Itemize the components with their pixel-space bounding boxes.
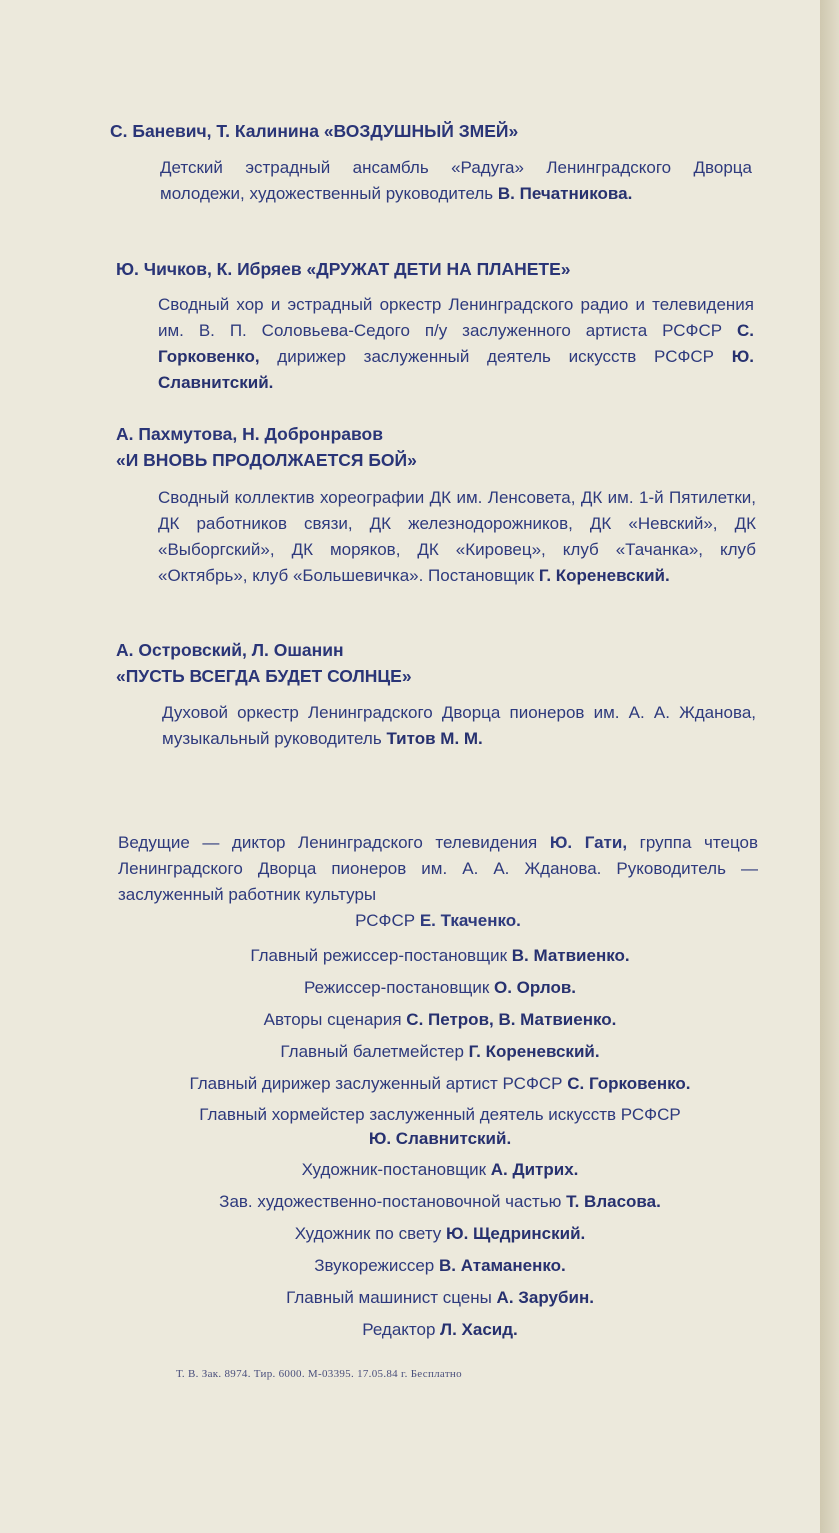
credit-role: Режиссер-постановщик: [303, 978, 495, 997]
credit-role: Авторы сценария: [263, 1010, 407, 1029]
credit-line: [110, 1103, 770, 1151]
credit-role: Главный балетмейстер: [280, 1042, 469, 1061]
credit-name: В. Матвиенко.: [511, 946, 630, 965]
performers-text: дирижер заслуженный деятель искусств РСФСР: [259, 347, 732, 366]
host-name: Ю. Гати,: [549, 833, 628, 852]
credit-name: А. Зарубин.: [496, 1288, 594, 1307]
credit-line: [110, 1189, 770, 1215]
credit-role: Главный машинист сцены: [286, 1288, 497, 1307]
credit-name: А. Дитрих.: [490, 1160, 579, 1179]
page-edge: [820, 0, 839, 1533]
credit-name: С. Горковенко.: [567, 1074, 691, 1093]
credit-name: Л. Хасид.: [440, 1320, 518, 1339]
credit-name: С. Петров, В. Матвиенко.: [406, 1010, 617, 1029]
hosts-paragraph: [118, 830, 758, 934]
credit-name: О. Орлов.: [494, 978, 577, 997]
credit-name: Г. Кореневский.: [468, 1042, 600, 1061]
song-heading: [116, 637, 412, 689]
credit-name: Т. Власова.: [566, 1192, 661, 1211]
credit-line: [110, 1039, 770, 1065]
performer-name: С. Горковенко,: [158, 321, 754, 366]
performers-text: Сводный хор и эстрадный оркестр Ленинградского радио и телевидения им. В. П. Соловьева-Седого п/у заслуженного артиста РСФСР: [158, 295, 754, 340]
song-authors: А. Пахмутова, Н. Добронравов: [116, 424, 383, 444]
song-title: «И ВНОВЬ ПРОДОЛЖАЕТСЯ БОЙ»: [116, 450, 417, 470]
credit-line: [110, 1317, 770, 1343]
hosts-text: РСФСР: [355, 911, 420, 930]
performers-text: Детский эстрадный ансамбль «Радуга» Ленинградского Дворца молодежи, художественный руководитель: [160, 158, 752, 203]
performers-text: Сводный коллектив хореографии ДК им. Ленсовета, ДК им. 1-й Пятилетки, ДК работников связи, ДК железнодорожников, ДК «Невский», ДК «Выборгский», ДК моряков, ДК «Кировец», клуб «Тачанка», клуб «Октябрь», клуб «Большевичка». Постановщик: [158, 488, 756, 585]
hosts-text: Ведущие — диктор Ленинградского телевидения: [118, 833, 550, 852]
credit-name: Ю. Славнитский.: [368, 1129, 512, 1148]
credit-role: Звукорежиссер: [314, 1256, 439, 1275]
song-performers: [158, 292, 754, 396]
credit-name: В. Атаманенко.: [438, 1256, 566, 1275]
credit-role: Художник-постановщик: [301, 1160, 491, 1179]
song-heading: [116, 421, 417, 473]
performer-name: В. Печатникова.: [497, 184, 633, 203]
credit-role: Редактор: [362, 1320, 441, 1339]
hosts-last-line: [118, 908, 758, 934]
host-leader-name: Е. Ткаченко.: [419, 911, 521, 930]
song-authors: С. Баневич, Т. Калинина: [110, 121, 319, 141]
song-authors: Ю. Чичков, К. Ибряев: [116, 259, 302, 279]
credit-role: Художник по свету: [294, 1224, 447, 1243]
credit-line: [110, 1157, 770, 1183]
song-performers: [160, 155, 752, 207]
print-imprint: Т. В. Зак. 8974. Тир. 6000. М-03395. 17.05.84 г. Бесплатно: [176, 1368, 462, 1380]
hosts-text: группа чтецов Ленинградского Дворца пионеров им. А. А. Жданова. Руководитель — заслуженный работник культуры: [118, 833, 758, 904]
credit-line: [110, 1285, 770, 1311]
credit-line: [110, 1221, 770, 1247]
credit-line: [110, 975, 770, 1001]
performers-text: Духовой оркестр Ленинградского Дворца пионеров им. А. А. Жданова, музыкальный руководитель: [162, 703, 756, 748]
performer-name: Ю. Славнитский.: [158, 347, 754, 392]
song-performers: [158, 485, 756, 589]
credit-line: [110, 1253, 770, 1279]
song-title: «ВОЗДУШНЫЙ ЗМЕЙ»: [323, 121, 519, 141]
performer-name: Титов М. М.: [386, 729, 483, 748]
song-heading: [110, 118, 518, 144]
song-title: «ДРУЖАТ ДЕТИ НА ПЛАНЕТЕ»: [306, 259, 571, 279]
performer-name: Г. Кореневский.: [538, 566, 670, 585]
credit-name: Ю. Щедринский.: [446, 1224, 586, 1243]
song-authors: А. Островский, Л. Ошанин: [116, 640, 344, 660]
credit-role: Главный режиссер-постановщик: [250, 946, 512, 965]
credit-line: [110, 943, 770, 969]
credit-role: Главный дирижер заслуженный артист РСФСР: [189, 1074, 568, 1093]
credit-line: [110, 1071, 770, 1097]
credit-line: [110, 1007, 770, 1033]
song-heading: [116, 256, 571, 282]
credit-role: Зав. художественно-постановочной частью: [219, 1192, 567, 1211]
credits-list: [110, 943, 770, 1349]
song-title: «ПУСТЬ ВСЕГДА БУДЕТ СОЛНЦЕ»: [116, 666, 412, 686]
credit-role: Главный хормейстер заслуженный деятель искусств РСФСР: [199, 1105, 681, 1124]
song-performers: [162, 700, 756, 752]
